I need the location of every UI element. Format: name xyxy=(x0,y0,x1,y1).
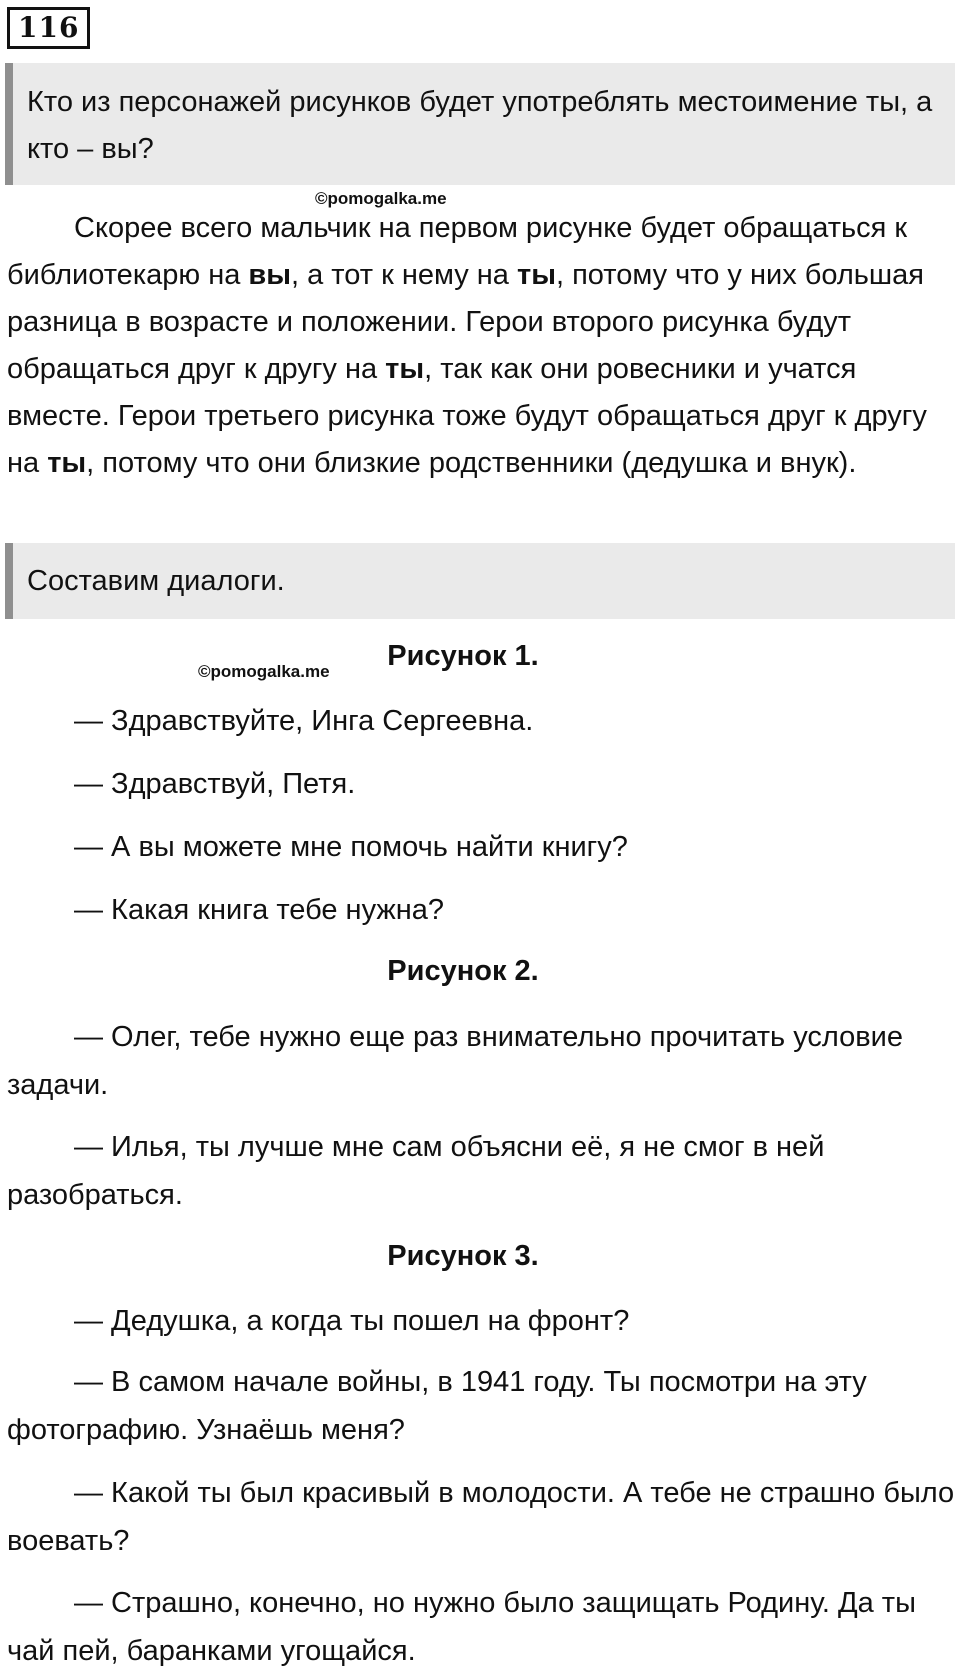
dialogue-line: — Какая книга тебе нужна? xyxy=(74,894,445,926)
answer-text: , так как они ровесники и учатся вместе. Герои третьего рисунка тоже будут обращаться друг к другу на xyxy=(7,353,927,479)
answer-bold-word: ты xyxy=(517,259,556,291)
dialogue-line: — Дедушка, а когда ты пошел на фронт? xyxy=(74,1305,630,1337)
dialogue-line: — Олег, тебе нужно еще раз внимательно прочитать условие задачи. xyxy=(7,1021,904,1101)
question-text: Кто из персонажей рисунков будет употреблять местоимение ты, а кто – вы? xyxy=(27,86,933,165)
answer-bold-word: вы xyxy=(248,259,291,291)
answer-text: , а тот к нему на xyxy=(291,259,517,291)
dialogue-line: — Какой ты был красивый в молодости. А тебе не страшно было воевать? xyxy=(7,1477,955,1557)
figure-2-title: Рисунок 2. xyxy=(387,955,539,987)
answer-paragraph xyxy=(7,205,955,487)
dialogue-line: — В самом начале войны, в 1941 году. Ты посмотри на эту фотографию. Узнаёшь меня? xyxy=(7,1366,867,1446)
dialogue-line: — А вы можете мне помочь найти книгу? xyxy=(74,831,628,863)
watermark: ©pomogalka.me xyxy=(315,189,447,208)
dialogue-line: — Илья, ты лучше мне сам объясни её, я не смог в ней разобраться. xyxy=(7,1131,825,1211)
dialogue-line: — Здравствуй, Петя. xyxy=(74,768,356,800)
task-box xyxy=(5,543,955,619)
answer-bold-word: ты xyxy=(47,447,87,479)
dialogue-line: — Страшно, конечно, но нужно было защищать Родину. Да ты чай пей, баранками угощайся. xyxy=(7,1587,916,1667)
task-number: 116 xyxy=(7,7,90,49)
answer-text: , потому что у них большая разница в возрасте и положении. Герои второго рисунка будут обращаться друг к другу на xyxy=(7,259,924,385)
task-text: Составим диалоги. xyxy=(27,565,285,597)
answer-text: Скорее всего мальчик на первом рисунке будет обращаться к библиотекарю на xyxy=(7,212,908,291)
dialogue-line: — Здравствуйте, Инга Сергеевна. xyxy=(74,705,534,737)
figure-1-title: Рисунок 1. xyxy=(387,640,539,672)
answer-text: , потому что они близкие родственники (дедушка и внук). xyxy=(86,447,857,479)
question-box xyxy=(5,63,955,185)
watermark: ©pomogalka.me xyxy=(198,662,330,681)
answer-bold-word: ты xyxy=(385,353,425,385)
figure-3-title: Рисунок 3. xyxy=(387,1240,539,1272)
